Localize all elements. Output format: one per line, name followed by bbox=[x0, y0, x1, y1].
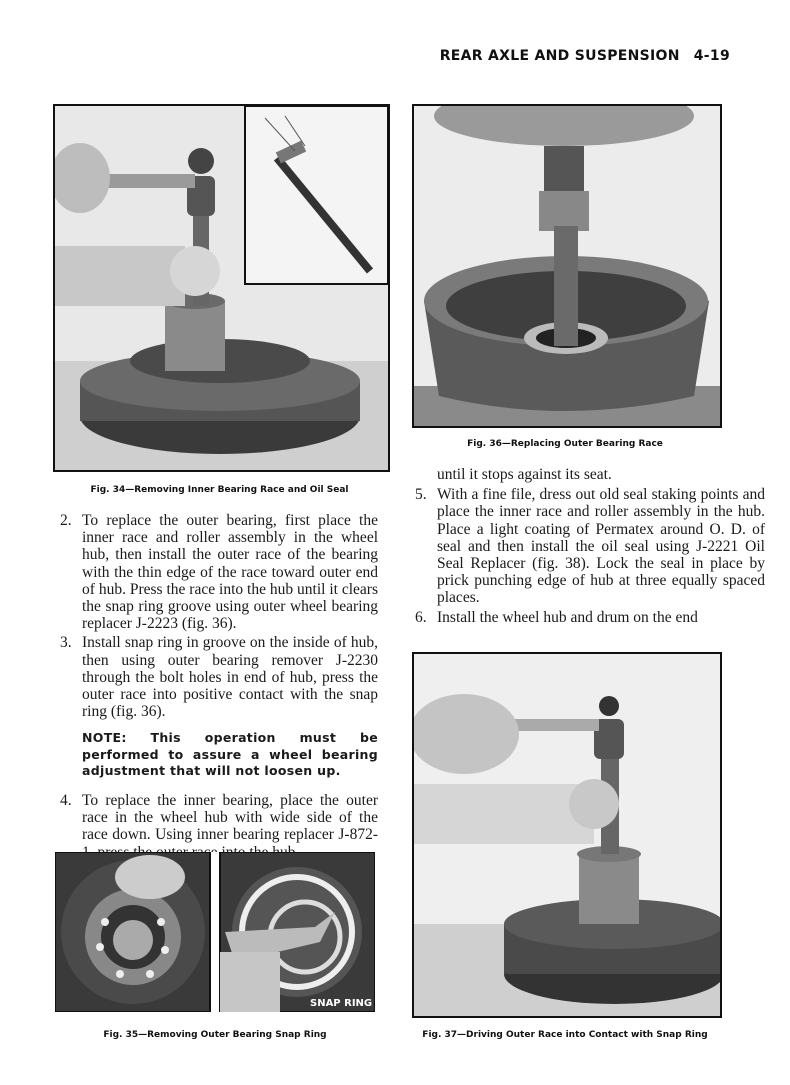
page-header bbox=[440, 48, 730, 64]
list-item bbox=[60, 792, 378, 861]
figure-37-caption: Fig. 37—Driving Outer Race into Contact with Snap Ring bbox=[422, 1030, 708, 1040]
figure-35-caption: Fig. 35—Removing Outer Bearing Snap Ring bbox=[103, 1030, 327, 1040]
page-number: 4-19 bbox=[693, 48, 730, 64]
figure-35-photo bbox=[55, 852, 375, 1012]
item-number: 6. bbox=[415, 608, 427, 626]
list-item bbox=[60, 512, 378, 632]
item-text: To replace the outer bearing, first place the inner race and roller assembly in the wheel hub, then install the outer race of the bearing with the thin edge of the race toward outer end of hub. Press the race into the hub until it clears the snap ring groove using outer wheel bearing replacer J-2223 (fig. 36). bbox=[82, 512, 378, 633]
right-column-text bbox=[415, 466, 765, 628]
item-number: 5. bbox=[415, 486, 427, 504]
item-number: 4. bbox=[60, 791, 72, 809]
item-text: Install the wheel hub and drum on the end bbox=[437, 608, 698, 626]
item-text: Install snap ring in groove on the inside of hub, then using outer bearing remover J-2230 through the bolt holes in end of hub, press the outer race into positive contact with the snap ring (fig. 36). bbox=[82, 634, 378, 721]
section-title: REAR AXLE AND SUSPENSION bbox=[439, 48, 680, 64]
figure-37-photo bbox=[412, 652, 722, 1018]
item-number: 2. bbox=[60, 512, 72, 529]
figure-36-photo bbox=[412, 104, 722, 428]
figure-34-caption: Fig. 34—Removing Inner Bearing Race and Oil Seal bbox=[90, 485, 349, 495]
figure-34-photo bbox=[53, 104, 390, 472]
item-text: With a fine file, dress out old seal staking points and place the inner race and roller assembly in the hub. Place a light coating of Permatex around O. D. of seal and then install the oil seal using J-2221 Oil Seal Replacer (fig. 38). Lock the seal in place by prick punching edge of hub at three equally spaced places. bbox=[437, 486, 765, 607]
list-item bbox=[415, 486, 765, 606]
left-column-text bbox=[60, 512, 378, 863]
continuation-text: until it stops against its seat. bbox=[437, 466, 612, 483]
list-item bbox=[60, 634, 378, 720]
note-text: NOTE: This operation must be performed to assure a wheel bearing adjustment that will not loosen up. bbox=[82, 730, 378, 779]
snap-ring-label: SNAP RING bbox=[310, 998, 373, 1009]
figure-36-caption: Fig. 36—Replacing Outer Bearing Race bbox=[467, 439, 663, 449]
item-number: 3. bbox=[60, 634, 72, 652]
item-text: To replace the inner bearing, place the outer race in the wheel hub with wide side of the race down. Using inner bearing replacer J-872- bbox=[82, 791, 378, 844]
list-item bbox=[415, 609, 765, 626]
